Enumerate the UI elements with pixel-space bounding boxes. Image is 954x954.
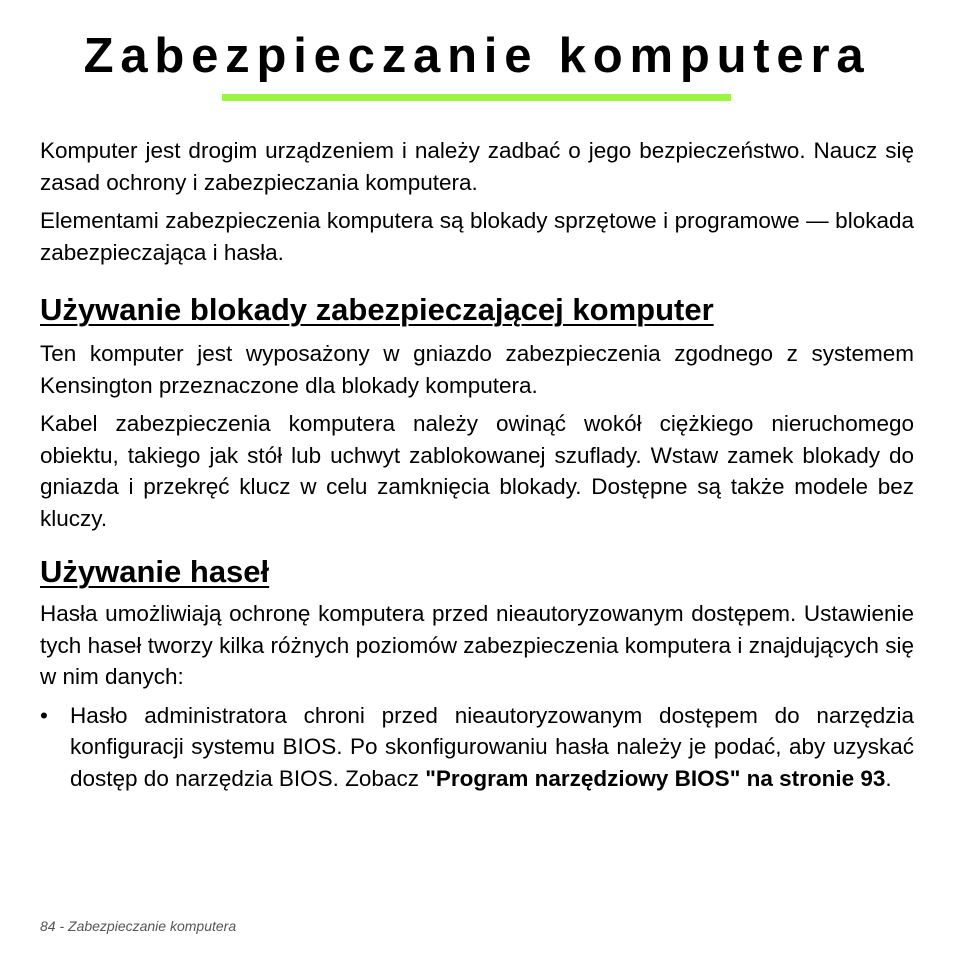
section-heading-passwords: Używanie haseł [40,554,270,589]
bullet-end: . [885,765,892,791]
list-item [40,700,914,795]
title-underline-bar [222,94,731,101]
bios-cross-reference-link[interactable]: "Program narzędziowy BIOS" na stronie 93 [425,765,886,791]
passwords-list [40,700,914,795]
intro-paragraph-1: Komputer jest drogim urządzeniem i należy zadbać o jego bezpieczeństwo. Naucz się zasad ochrony i zabezpieczania komputera. [40,138,914,195]
page-footer: 84 - Zabezpieczanie komputera [40,918,237,934]
bullet-text: Hasło administratora chroni przed nieautoryzowanym dostępem do narzędzia konfiguracji systemu BIOS. Po skonfigurowaniu hasła należy je podać, aby uzyskać dostęp do narzędzia BIOS. Zobacz [70,702,914,791]
section-heading-lock: Używanie blokady zabezpieczającej komputer [40,292,714,327]
page-title: Zabezpieczanie komputera [83,29,871,83]
intro-paragraph-2: Elementami zabezpieczenia komputera są blokady sprzętowe i programowe — blokada zabezpieczająca i hasła. [40,208,914,265]
lock-paragraph-1: Ten komputer jest wyposażony w gniazdo zabezpieczenia zgodnego z systemem Kensington przeznaczone dla blokady komputera. [40,341,914,398]
passwords-paragraph: Hasła umożliwiają ochronę komputera przed nieautoryzowanym dostępem. Ustawienie tych haseł tworzy kilka różnych poziomów zabezpieczenia komputera i znajdujących się w nim danych: [40,601,914,689]
page-content [40,135,914,794]
lock-paragraph-2: Kabel zabezpieczenia komputera należy owinąć wokół ciężkiego nieruchomego obiektu, takiego jak stół lub uchwyt zablokowanej szuflady. Wstaw zamek blokady do gniazda i przekręć klucz w celu zamknięcia blokady. Dostępne są także modele bez kluczy. [40,411,914,531]
bullet-icon: • [40,702,48,728]
